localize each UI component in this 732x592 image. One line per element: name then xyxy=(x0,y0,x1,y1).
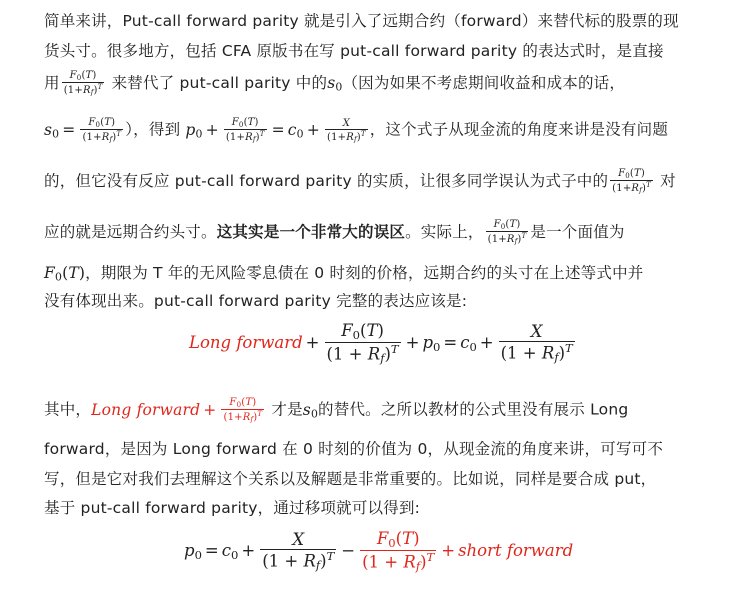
text-run: 货头寸。很多地方，包括 CFA 原版书在写 put-call forward parity 的表达式时，是直接 xyxy=(44,42,664,60)
text-run: 用 xyxy=(44,74,60,93)
face-value-symbol: $F_0(T)$ xyxy=(44,264,86,284)
long-forward-term: Long forward xyxy=(189,333,303,353)
display-equation-synthetic-put: $p_0 = c_0$ + $\frac{X}{(1 + R_f)^T}$ − $\frac{F_0(T)}{(1 + R_f)^T}$ + short forward xyxy=(184,529,574,573)
text-run: 简单来讲，Put-call forward parity 就是引入了远期合约（forward）来替代标的股票的现 xyxy=(44,12,679,30)
text-run: ），得到 xyxy=(125,120,186,139)
text-run: 应的就是远期合约头寸。 xyxy=(44,223,217,242)
bold-emphasis: 这其实是一个非常大的误区 xyxy=(216,223,406,242)
text-run: 的替代。之所以教材的公式里没有展示 Long xyxy=(318,400,629,419)
text-run: 基于 put-call forward parity，通过移项就可以得到: xyxy=(44,499,421,517)
short-forward-term: short forward xyxy=(458,541,574,561)
text-run: 是一个面值为 xyxy=(530,223,625,242)
inline-parity-equation: $p_0$ + $\frac{F_0(T)}{(1+R_f)^T}$ = $c_0$ + $\frac{X}{(1+R_f)^T}$ xyxy=(185,117,366,145)
long-forward-inline: Long forward + $\frac{F_0(T)}{(1+R_f)^T}$ xyxy=(91,397,263,425)
paragraph-line-8 xyxy=(44,290,467,312)
paragraph-line-4 xyxy=(44,117,668,145)
text-run: 对 xyxy=(654,172,676,191)
paragraph-line-3 xyxy=(44,70,625,99)
paragraph-line-10 xyxy=(44,397,628,425)
inline-equation: $s_0$ = $\frac{F_0(T)}{(1+R_f)^T}$ xyxy=(44,117,122,145)
text-run: 的，但它没有反应 put-call forward parity 的实质，让很多同学误认为式子中的 xyxy=(44,172,609,191)
paragraph-line-1 xyxy=(44,10,679,32)
text-run: forward，是因为 Long forward 在 0 时刻的价值为 0，从现金流的角度来讲，可写可不 xyxy=(44,440,664,458)
text-run: 写，但是它对我们去理解这个关系以及解题是非常重要的。比如说，同样是要合成 put， xyxy=(44,470,657,488)
discount-fraction: $\frac{F_0(T)}{(1+R_f)^T}$ xyxy=(487,219,527,247)
text-run: 来替代了 put-call parity 中的 xyxy=(106,74,328,93)
paragraph-line-2 xyxy=(44,40,664,62)
text-run: 其中， xyxy=(44,400,92,419)
text-run: 。实际上， xyxy=(405,223,484,242)
s0-symbol: $s_0$ xyxy=(302,400,319,421)
discount-fraction: $\frac{F_0(T)}{(1+R_f)^T}$ xyxy=(612,168,651,196)
paragraph-line-12 xyxy=(44,468,656,490)
display-equation-full-parity: Long forward + $\frac{F_0(T)}{(1 + R_f)^T}$ + $p_0 = c_0$ + $\frac{X}{(1 + R_f)^T}$ xyxy=(189,321,573,365)
paragraph-line-6 xyxy=(44,219,625,246)
text-run: （因为如果不考虑期间收益和成本的话， xyxy=(342,74,626,93)
s0-symbol: $s_0$ xyxy=(327,74,343,94)
paragraph-line-13 xyxy=(44,497,420,519)
text-run: 没有体现出来。put-call forward parity 完整的表达应该是: xyxy=(44,292,468,310)
text-run: ，这个式子从现金流的角度来讲是没有问题 xyxy=(369,120,669,139)
paragraph-line-5 xyxy=(44,168,676,195)
paragraph-line-11 xyxy=(44,438,663,460)
paragraph-line-7 xyxy=(44,262,643,289)
text-run: ，期限为 T 年的无风险零息债在 0 时刻的价格，远期合约的头寸在上述等式中并 xyxy=(85,264,644,282)
text-run: 才是 xyxy=(266,400,303,419)
long-forward-label: Long forward xyxy=(91,400,201,419)
discount-fraction: $\frac{F_0(T)}{(1+R_f)^T}$ xyxy=(63,70,103,98)
